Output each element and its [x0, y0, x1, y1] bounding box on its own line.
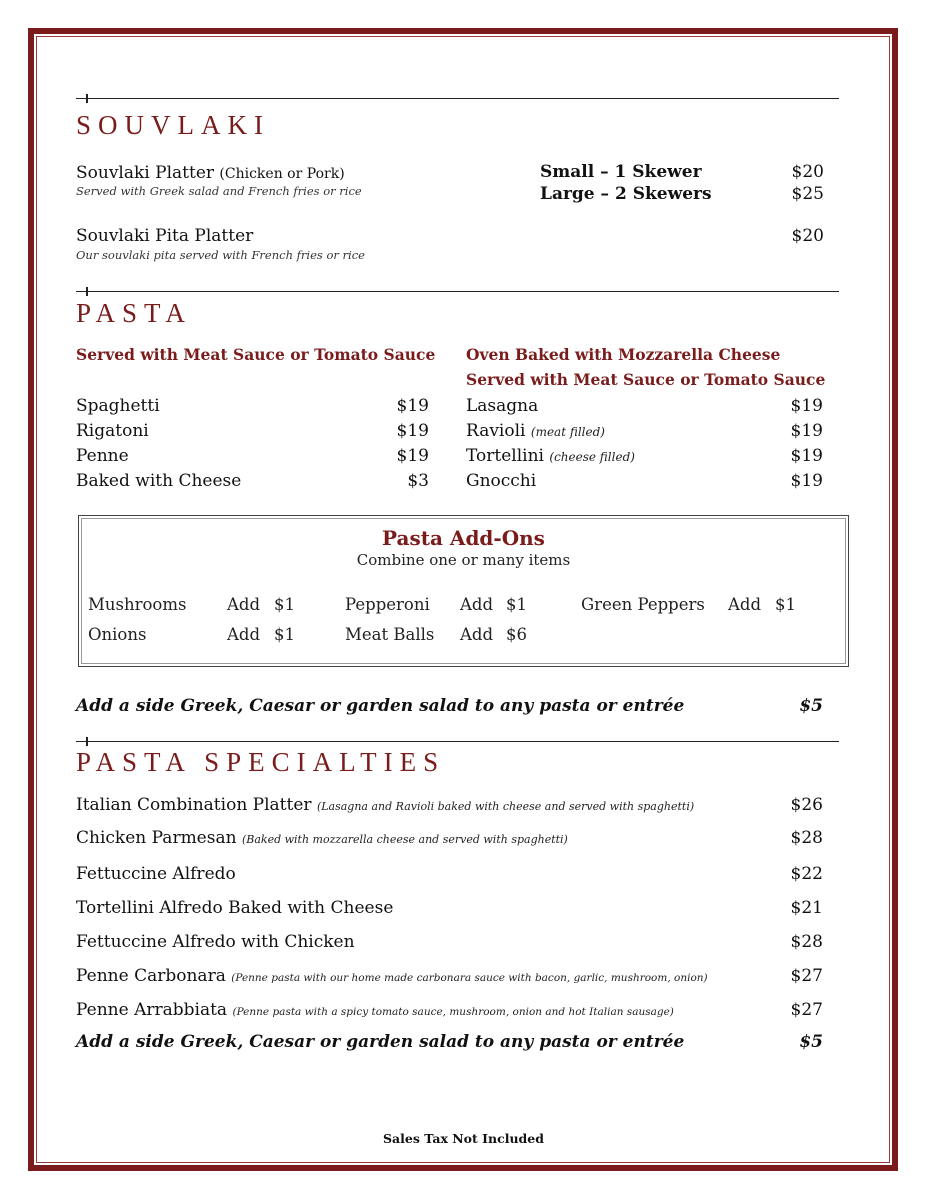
item-price: $19: [396, 446, 429, 466]
menu-item-ravioli: [466, 421, 605, 441]
section-divider: [76, 291, 839, 292]
menu-item-gnocchi: [466, 471, 536, 491]
menu-item-rigatoni: Rigatoni: [76, 421, 149, 441]
menu-item-tortellini: [466, 446, 635, 466]
section-title-pasta-specialties: PASTA SPECIALTIES: [76, 747, 446, 777]
menu-item-italian-combination-platter: [76, 795, 694, 815]
item-name: Penne Arrabbiata: [76, 1000, 228, 1020]
addon-onions: Onions: [88, 625, 147, 644]
item-name: Ravioli: [466, 421, 526, 441]
item-note: (Penne pasta with our home made carbonara sauce with bacon, garlic, mushroom, onion): [231, 972, 708, 984]
pasta-right-heading-2: Served with Meat Sauce or Tomato Sauce: [466, 370, 826, 389]
menu-item-tortellini-alfredo: Tortellini Alfredo Baked with Cheese: [76, 898, 394, 918]
menu-item-souvlaki-platter: [76, 163, 345, 183]
item-note: (Baked with mozzarella cheese and served with spaghetti): [241, 833, 568, 846]
addon-price: $1: [506, 595, 527, 614]
item-note: (meat filled): [530, 425, 605, 439]
size-small-label: Small – 1 Skewer: [540, 162, 702, 182]
side-salad-note: Add a side Greek, Caesar or garden salad to any pasta or entrée: [76, 696, 685, 716]
item-price: $19: [790, 421, 823, 441]
footer-tax-note: Sales Tax Not Included: [383, 1131, 544, 1146]
side-salad-price: $5: [799, 1032, 823, 1052]
addon-price: $1: [775, 595, 796, 614]
item-price: $27: [790, 1000, 823, 1020]
addon-add-label: Add: [728, 595, 762, 614]
addon-green-peppers: Green Peppers: [581, 595, 705, 614]
item-description: Served with Greek salad and French fries or rice: [76, 184, 362, 198]
item-price: $19: [396, 421, 429, 441]
menu-item-penne: Penne: [76, 446, 129, 466]
item-description: Our souvlaki pita served with French fries or rice: [76, 248, 365, 262]
item-price: $28: [790, 932, 823, 952]
addons-subtitle: Combine one or many items: [356, 551, 571, 569]
pasta-right-heading-1: Oven Baked with Mozzarella Cheese: [466, 345, 781, 364]
side-salad-price: $5: [799, 696, 823, 716]
addon-add-label: Add: [460, 595, 494, 614]
addon-add-label: Add: [460, 625, 494, 644]
menu-item-spaghetti: Spaghetti: [76, 396, 160, 416]
menu-item-lasagna: [466, 396, 538, 416]
item-note: (Penne pasta with a spicy tomato sauce, mushroom, onion and hot Italian sausage): [232, 1006, 674, 1018]
size-large-label: Large – 2 Skewers: [540, 184, 712, 204]
addon-meat-balls: Meat Balls: [345, 625, 435, 644]
item-price: $26: [790, 795, 823, 815]
item-name: Penne Carbonara: [76, 966, 226, 986]
menu-item-fettuccine-alfredo: Fettuccine Alfredo: [76, 864, 236, 884]
item-name: Gnocchi: [466, 471, 537, 491]
addon-mushrooms: Mushrooms: [88, 595, 187, 614]
item-price: $19: [790, 471, 823, 491]
size-large-price: $25: [791, 184, 824, 204]
section-title-pasta: PASTA: [76, 298, 192, 328]
item-price: $27: [790, 966, 823, 986]
addon-price: $6: [506, 625, 527, 644]
pasta-left-heading: Served with Meat Sauce or Tomato Sauce: [76, 345, 436, 364]
item-price: $19: [790, 396, 823, 416]
item-name: Italian Combination Platter: [76, 795, 312, 815]
item-price: $19: [396, 396, 429, 416]
section-divider: [76, 741, 839, 742]
menu-item-chicken-parmesan: [76, 828, 568, 848]
item-price: $19: [790, 446, 823, 466]
menu-item-penne-carbonara: [76, 966, 708, 986]
item-option: (Chicken or Pork): [219, 166, 345, 182]
section-title-souvlaki: SOUVLAKI: [76, 110, 270, 140]
item-note: (cheese filled): [549, 450, 635, 464]
item-price: $21: [790, 898, 823, 918]
addon-add-label: Add: [227, 625, 261, 644]
item-price: $22: [790, 864, 823, 884]
item-name: Souvlaki Platter: [76, 163, 215, 183]
size-small-price: $20: [791, 162, 824, 182]
side-salad-note: Add a side Greek, Caesar or garden salad to any pasta or entrée: [76, 1032, 685, 1052]
item-price: $20: [791, 226, 824, 246]
section-divider: [76, 98, 839, 99]
item-note: (Lasagna and Ravioli baked with cheese and served with spaghetti): [316, 800, 695, 813]
addon-pepperoni: Pepperoni: [345, 595, 430, 614]
item-name: Chicken Parmesan: [76, 828, 237, 848]
item-price: $28: [790, 828, 823, 848]
item-name: Lasagna: [466, 396, 539, 416]
menu-item-penne-arrabbiata: [76, 1000, 674, 1020]
menu-item-baked-with-cheese: Baked with Cheese: [76, 471, 242, 491]
addon-add-label: Add: [227, 595, 261, 614]
menu-item-fettuccine-alfredo-chicken: Fettuccine Alfredo with Chicken: [76, 932, 355, 952]
item-name: Tortellini: [466, 446, 544, 466]
menu-item-souvlaki-pita-platter: Souvlaki Pita Platter: [76, 226, 254, 246]
addon-price: $1: [274, 625, 295, 644]
addons-title: Pasta Add-Ons: [382, 526, 545, 550]
addon-price: $1: [274, 595, 295, 614]
item-price: $3: [407, 471, 429, 491]
